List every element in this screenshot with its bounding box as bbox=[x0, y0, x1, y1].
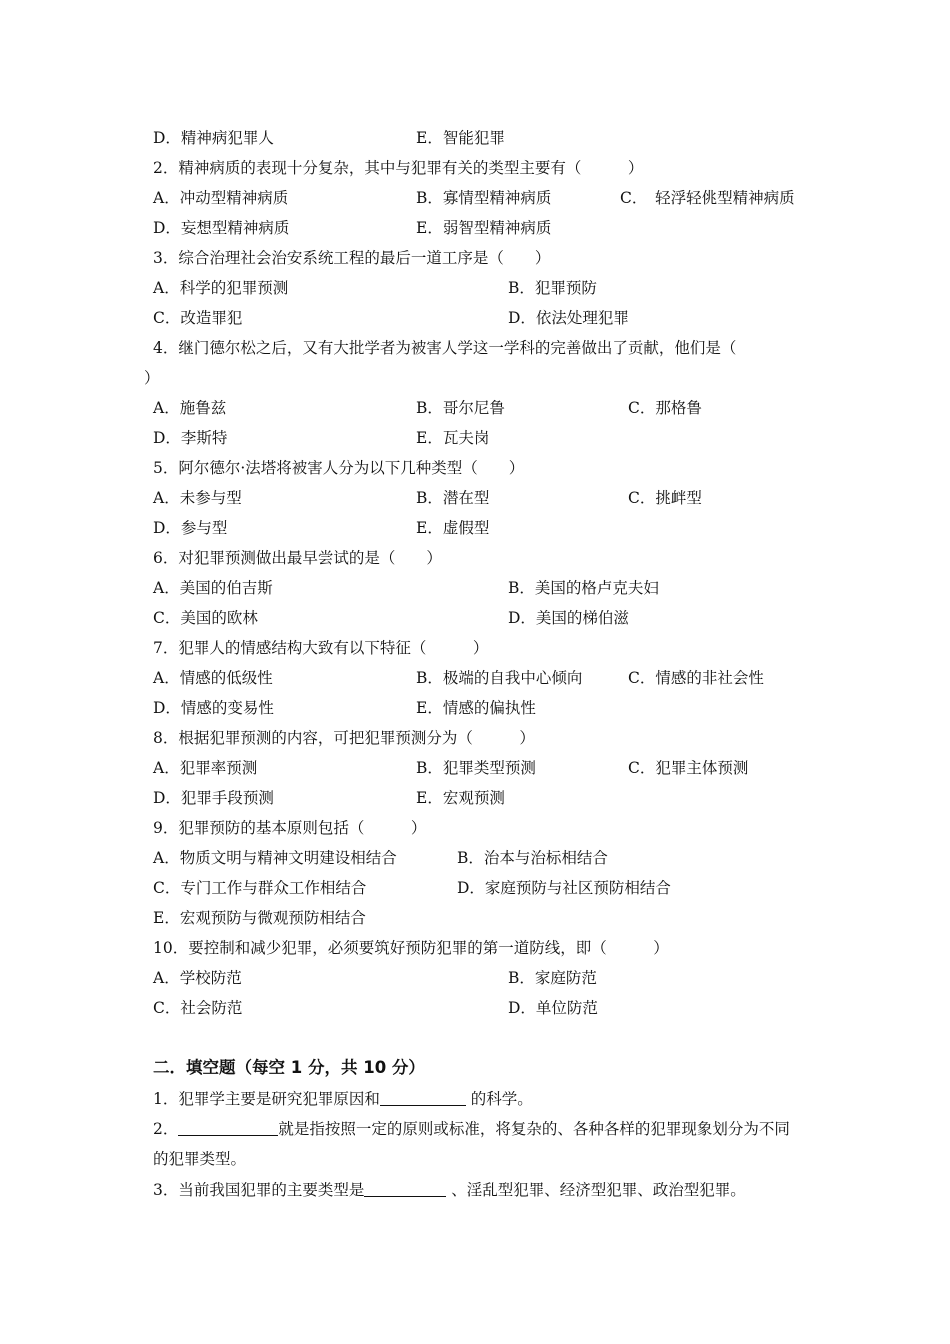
option-4d: D．李斯特 bbox=[153, 429, 228, 447]
fill-in-1 bbox=[153, 1089, 533, 1109]
option-3b: B．犯罪预防 bbox=[508, 279, 597, 297]
option-7b: B．极端的自我中心倾向 bbox=[416, 669, 583, 687]
fill-in-2-continuation: 的犯罪类型。 bbox=[153, 1150, 247, 1168]
fill-in-2 bbox=[153, 1119, 790, 1139]
option-8d: D．犯罪手段预测 bbox=[153, 789, 274, 807]
option-8c: C．犯罪主体预测 bbox=[628, 759, 749, 777]
option-10d: D．单位防范 bbox=[508, 999, 598, 1017]
option-3a: A．科学的犯罪预测 bbox=[153, 279, 289, 297]
question-8: 8．根据犯罪预测的内容，可把犯罪预测分为（ ） bbox=[153, 729, 535, 747]
option-5d: D．参与型 bbox=[153, 519, 228, 537]
option-6c: C．美国的欧林 bbox=[153, 609, 258, 627]
section-heading-fill-in: 二．填空题（每空 1 分，共 10 分） bbox=[153, 1058, 425, 1077]
option-5b: B．潜在型 bbox=[416, 489, 490, 507]
option-6d: D．美国的梯伯滋 bbox=[508, 609, 629, 627]
option-8b: B．犯罪类型预测 bbox=[416, 759, 536, 777]
option-2d: D．妄想型精神病质 bbox=[153, 219, 290, 237]
option-2a: A．冲动型精神病质 bbox=[153, 189, 289, 207]
question-5: 5．阿尔德尔·法塔将被害人分为以下几种类型（ ） bbox=[153, 459, 525, 477]
option-4e: E．瓦夫岗 bbox=[416, 429, 490, 447]
question-2: 2．精神病质的表现十分复杂，其中与犯罪有关的类型主要有（ ） bbox=[153, 159, 644, 177]
fill-in-1-suffix: 的科学。 bbox=[465, 1090, 533, 1108]
answer-blank-3[interactable] bbox=[364, 1180, 446, 1197]
option-10a: A．学校防范 bbox=[153, 969, 242, 987]
option-10c: C．社会防范 bbox=[153, 999, 243, 1017]
option-9a: A．物质文明与精神文明建设相结合 bbox=[153, 849, 397, 867]
fill-in-2-suffix: 就是指按照一定的原则或标准，将复杂的、各种各样的犯罪现象划分为不同 bbox=[278, 1120, 790, 1138]
option-8a: A．犯罪率预测 bbox=[153, 759, 258, 777]
option-9b: B．治本与治标相结合 bbox=[457, 849, 608, 867]
question-9: 9．犯罪预防的基本原则包括（ ） bbox=[153, 819, 427, 837]
fill-in-3-prefix: 3．当前我国犯罪的主要类型是 bbox=[153, 1181, 365, 1199]
question-3: 3．综合治理社会治安系统工程的最后一道工序是（ ） bbox=[153, 249, 551, 267]
option-5e: E．虚假型 bbox=[416, 519, 490, 537]
question-7: 7．犯罪人的情感结构大致有以下特征（ ） bbox=[153, 639, 489, 657]
option-7c: C．情感的非社会性 bbox=[628, 669, 764, 687]
option-3d: D．依法处理犯罪 bbox=[508, 309, 629, 327]
answer-blank-2[interactable] bbox=[178, 1119, 278, 1136]
question-4-continuation: ） bbox=[144, 369, 160, 387]
question-4: 4．继门德尔松之后，又有大批学者为被害人学这一学科的完善做出了贡献，他们是（ bbox=[153, 339, 737, 357]
option-1e: E．智能犯罪 bbox=[416, 129, 505, 147]
option-4c: C．那格鲁 bbox=[628, 399, 702, 417]
option-1d: D．精神病犯罪人 bbox=[153, 129, 274, 147]
option-4a: A．施鲁兹 bbox=[153, 399, 227, 417]
fill-in-1-prefix: 1．犯罪学主要是研究犯罪原因和 bbox=[153, 1090, 380, 1108]
option-4b: B．哥尔尼鲁 bbox=[416, 399, 505, 417]
option-2b: B．寡情型精神病质 bbox=[416, 189, 552, 207]
option-2c: C． 轻浮轻佻型精神病质 bbox=[620, 189, 795, 207]
option-7d: D．情感的变易性 bbox=[153, 699, 274, 717]
option-6a: A．美国的伯吉斯 bbox=[153, 579, 273, 597]
option-7e: E．情感的偏执性 bbox=[416, 699, 536, 717]
option-10b: B．家庭防范 bbox=[508, 969, 597, 987]
option-2e: E．弱智型精神病质 bbox=[416, 219, 552, 237]
option-6b: B．美国的格卢克夫妇 bbox=[508, 579, 659, 597]
option-3c: C．改造罪犯 bbox=[153, 309, 243, 327]
fill-in-3 bbox=[153, 1180, 746, 1200]
option-9d: D．家庭预防与社区预防相结合 bbox=[457, 879, 671, 897]
question-10: 10．要控制和减少犯罪，必须要筑好预防犯罪的第一道防线，即（ ） bbox=[153, 939, 669, 957]
option-5c: C．挑衅型 bbox=[628, 489, 702, 507]
fill-in-3-suffix: 、淫乱型犯罪、经济型犯罪、政治型犯罪。 bbox=[446, 1181, 746, 1199]
option-5a: A．未参与型 bbox=[153, 489, 242, 507]
question-6: 6．对犯罪预测做出最早尝试的是（ ） bbox=[153, 549, 442, 567]
fill-in-2-prefix: 2． bbox=[153, 1120, 179, 1138]
option-7a: A．情感的低级性 bbox=[153, 669, 273, 687]
answer-blank-1[interactable] bbox=[380, 1089, 466, 1106]
option-9e: E．宏观预防与微观预防相结合 bbox=[153, 909, 366, 927]
option-9c: C．专门工作与群众工作相结合 bbox=[153, 879, 367, 897]
option-8e: E．宏观预测 bbox=[416, 789, 505, 807]
